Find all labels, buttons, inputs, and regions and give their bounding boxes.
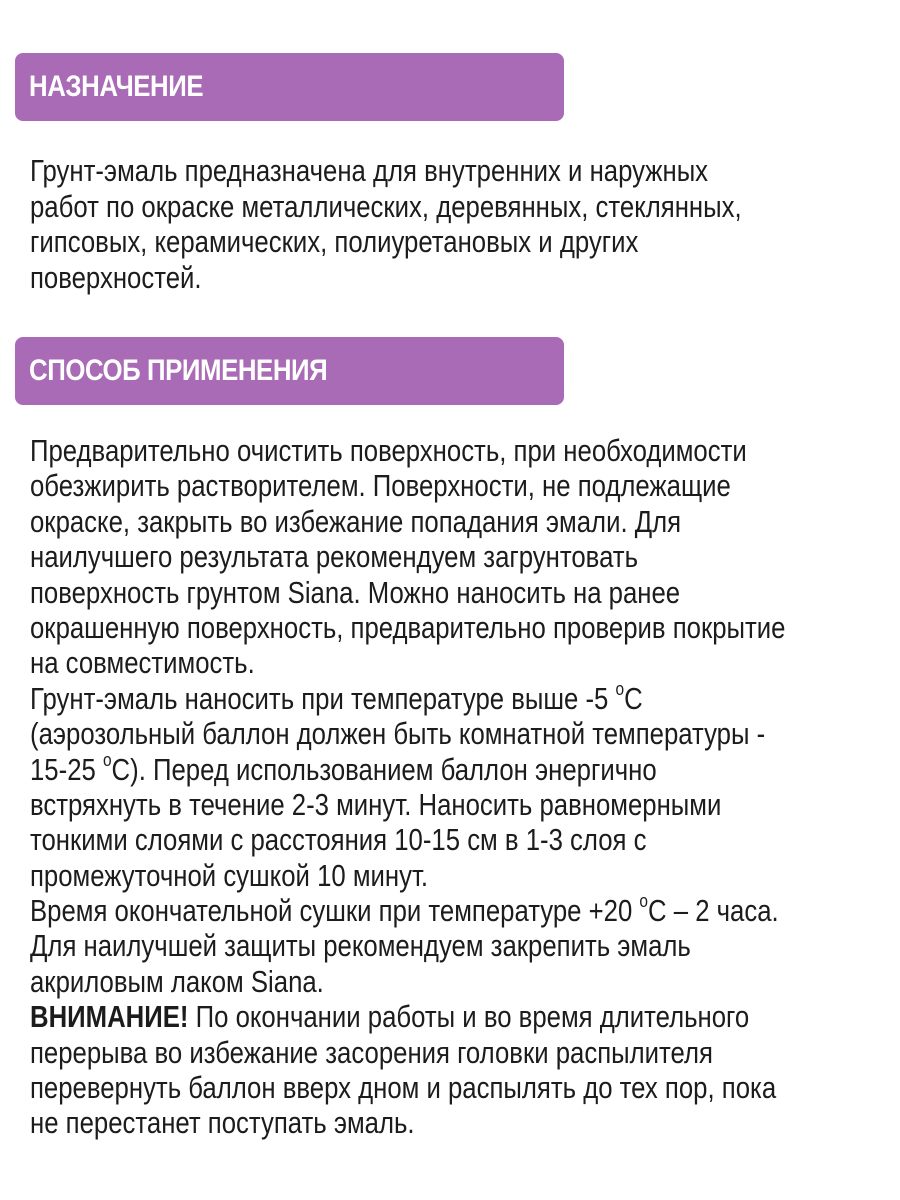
- usage-paragraph: [30, 433, 890, 1141]
- usage-line: окраске, закрыть во избежание попадания эмали. Для: [30, 503, 682, 539]
- usage-temperature-range-line: [30, 748, 744, 787]
- purpose-paragraph: [30, 153, 890, 295]
- usage-line: акриловым лаком Siana.: [30, 963, 324, 999]
- usage-line: Предварительно очистить поверхность, при необходимости: [30, 433, 747, 468]
- usage-line: наилучшего результата рекомендуем загрунтовать: [30, 539, 639, 575]
- degree-symbol: o: [639, 890, 648, 912]
- warning-text: По окончании работы и во время длительного: [188, 999, 750, 1035]
- warning-line: [30, 999, 750, 1035]
- drying-time-line: [30, 890, 779, 929]
- usage-line: промежуточной сушкой 10 минут.: [30, 857, 429, 893]
- usage-section-header: [15, 337, 564, 405]
- usage-temperature-line: [30, 677, 744, 716]
- warning-line: перевернуть баллон вверх дном и распылять до тех пор, пока: [30, 1070, 777, 1106]
- purpose-line: Грунт-эмаль предназначена для внутренних и наружных: [30, 153, 709, 188]
- purpose-line: работ по окраске металлических, деревянных, стеклянных,: [30, 188, 742, 224]
- drying-time-rest: С – 2 часа.: [647, 893, 779, 929]
- temperature-range-rest: С). Перед использованием баллон энергично: [111, 751, 657, 787]
- purpose-line: поверхностей.: [30, 259, 202, 295]
- usage-header-title: СПОСОБ ПРИМЕНЕНИЯ: [29, 354, 328, 387]
- usage-line: на совместимость.: [30, 645, 255, 681]
- purpose-line: гипсовых, керамических, полиуретановых и других: [30, 224, 639, 260]
- celsius-unit: С: [624, 680, 643, 716]
- temperature-text: Грунт-эмаль наносить при температуре выше -5: [30, 680, 616, 716]
- purpose-section-header: [15, 53, 564, 121]
- temperature-range-text: 15-25: [30, 751, 103, 787]
- usage-line: встряхнуть в течение 2-3 минут. Наносить равномерными: [30, 786, 722, 822]
- degree-symbol: o: [102, 748, 112, 770]
- usage-line: Для наилучшей защиты рекомендуем закрепить эмаль: [30, 928, 691, 964]
- usage-line: (аэрозольный баллон должен быть комнатной температуры -: [30, 716, 766, 752]
- usage-line: обезжирить растворителем. Поверхности, не подлежащие: [30, 468, 731, 504]
- warning-label: ВНИМАНИЕ!: [30, 999, 189, 1035]
- purpose-header-title: НАЗНАЧЕНИЕ: [29, 70, 204, 103]
- warning-line: не перестанет поступать эмаль.: [30, 1105, 415, 1141]
- usage-line: тонкими слоями с расстояния 10-15 см в 1-3 слоя с: [30, 822, 647, 858]
- warning-line: перерыва во избежание засорения головки распылителя: [30, 1034, 713, 1070]
- degree-symbol: o: [615, 677, 625, 699]
- usage-line: окрашенную поверхность, предварительно проверив покрытие: [30, 609, 786, 645]
- drying-time-text: Время окончательной сушки при температуре +20: [30, 893, 640, 929]
- usage-line: поверхность грунтом Siana. Можно наносить на ранее: [30, 574, 681, 610]
